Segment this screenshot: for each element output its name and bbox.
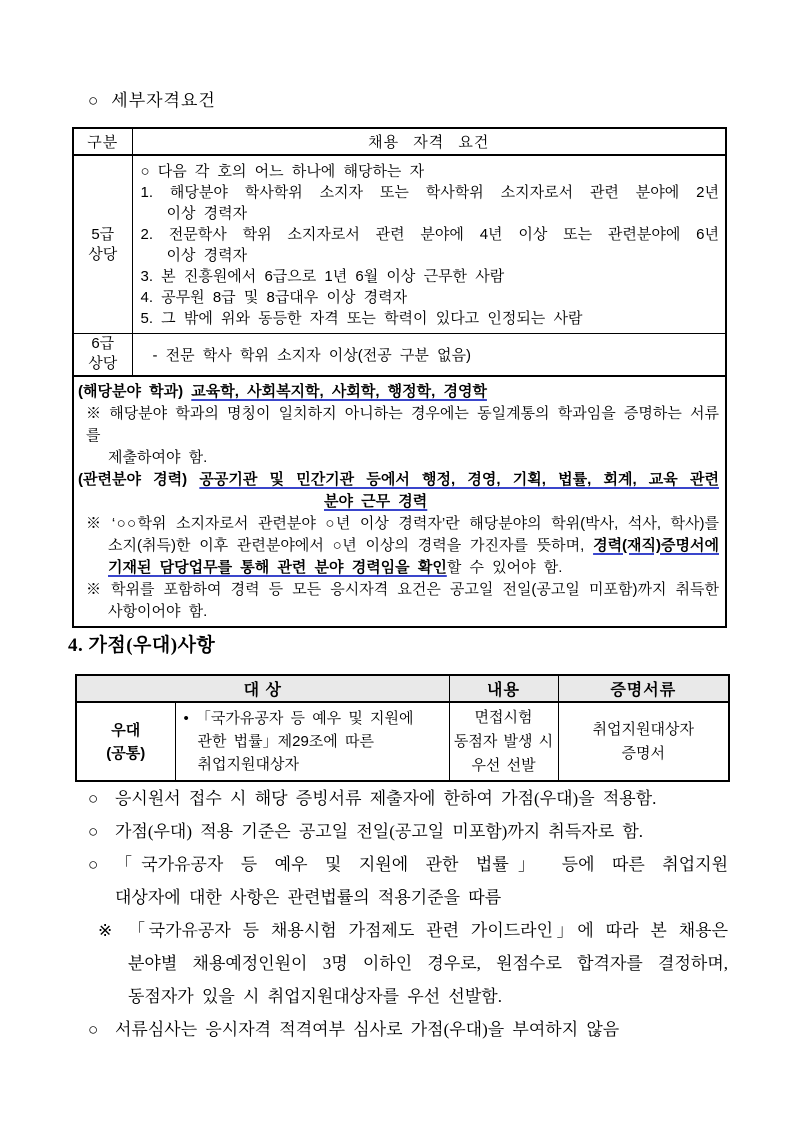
col-header-requirements: 채용 자격 요건 [132, 128, 726, 155]
note2-emphasized-text: 경력(재직)증명서에 [593, 536, 719, 554]
text-line: ○ 다음 각 호의 어느 하나에 해당하는 자 [140, 163, 425, 180]
grade5-label-line2: 상당 [88, 245, 118, 263]
dept-field-label: (해당분야 학과) [78, 382, 192, 400]
list-item-text [115, 1013, 728, 1046]
career-field-line2 [78, 491, 719, 513]
bonus-type-line1: 우대 [111, 721, 141, 739]
career-field-value2: 분야 근무 경력 [324, 492, 428, 510]
text-line: 분야별 채용예정인원이 3명 이하인 경우로, 원점수로 합격자를 결정하며, [128, 954, 728, 973]
col-header-content: 내용 [449, 675, 558, 702]
list-item [88, 914, 728, 1013]
grade5-label-line1: 5급 [91, 225, 115, 243]
bonus-row [76, 702, 729, 781]
bonus-notes-list [88, 782, 728, 1046]
grade5-label-cell [73, 155, 132, 334]
note2-regular-text2: 할 수 있어야 함. [446, 558, 563, 576]
col-header-docs: 증명서류 [558, 675, 729, 702]
text-line: ※ 해당분야 학과의 명칭이 일치하지 아니하는 경우에는 동일계통의 학과임을 증명하는 서류를 [86, 404, 719, 444]
grade6-label-cell [73, 334, 132, 376]
text-line [78, 557, 719, 579]
text-line: 우선 선발 [471, 756, 536, 774]
circle-bullet-marker: ○ [88, 1020, 99, 1039]
note2-emphasized-text2: 기재된 담당업무를 통해 관련 분야 경력임을 확인 [108, 558, 447, 576]
bonus-table-header-row [76, 675, 729, 702]
text-line: 이상 경력자 [166, 205, 248, 222]
text-line: 1. 해당분야 학사학위 소지자 또는 학사학위 소지자로서 관련 분야에 2년 [140, 184, 719, 201]
dept-field-line [78, 381, 719, 403]
text-line: - 전문 학사 학위 소지자 이상(전공 구분 없음) [152, 346, 471, 364]
text-line: 4. 공무원 8급 및 8급대우 이상 경력자 [140, 289, 408, 306]
text-line: 가점(우대) 적용 기준은 공고일 전일(공고일 미포함)까지 취득자로 함. [115, 822, 644, 841]
grade5-row [73, 155, 726, 334]
col-header-target: 대 상 [76, 675, 449, 702]
qualification-table-header-row [73, 128, 726, 155]
list-item-text [115, 815, 728, 848]
bonus-target-cell [175, 702, 449, 781]
text-line: 3. 본 진흥원에서 6급으로 1년 6월 이상 근무한 사람 [140, 268, 505, 285]
circle-bullet-marker: ○ [88, 91, 100, 110]
list-item [88, 782, 728, 815]
text-line: 제출하여야 함. [108, 448, 208, 466]
text-line: 「국가유공자 등 채용시험 가점제도 관련 가이드라인」에 따라 본 채용은 [128, 921, 728, 940]
list-item [88, 1013, 728, 1046]
text-line: 관한 법률」제29조에 따른 [197, 733, 374, 750]
text-line: • 「국가유공자 등 예우 및 지원에 [183, 710, 414, 727]
detail-qualification-heading [88, 86, 216, 111]
text-line: 이상 경력자 [166, 247, 248, 264]
list-item [88, 815, 728, 848]
circle-bullet-marker: ○ [88, 789, 99, 808]
dept-field-value: 교육학, 사회복지학, 사회학, 행정학, 경영학 [191, 382, 487, 400]
bonus-docs-cell [558, 702, 729, 781]
bonus-table [75, 674, 730, 782]
text-line: 취업지원대상자 [592, 720, 694, 738]
grade6-row [73, 334, 726, 376]
list-item-text [115, 848, 728, 914]
note2-regular-text: 소지(취득)한 이후 관련분야에서 ○년 이상의 경력을 가진자를 뜻하며, [108, 536, 594, 554]
list-item-text [128, 914, 728, 1013]
circle-bullet-marker: ○ [88, 822, 99, 841]
text-line: 동점자가 있을 시 취업지원대상자를 우선 선발함. [128, 987, 502, 1006]
bonus-type-cell [76, 702, 175, 781]
grade6-label-line1: 6급 [91, 335, 115, 353]
text-line: 「국가유공자 등 예우 및 지원에 관한 법률」 등에 따른 취업지원 [115, 855, 728, 874]
text-line: ※ ‘○○학위 소지자로서 관련분야 ○년 이상 경력자’란 해당분야의 학위(박사, 석사, 학사)를 [86, 514, 719, 532]
qualification-notes-cell [73, 376, 726, 627]
text-line: 5. 그 밖에 위와 동등한 자격 또는 학력이 있다고 인정되는 사람 [140, 310, 583, 327]
text-line: 2. 전문학사 학위 소지자로서 관련 분야에 4년 이상 또는 관련분야에 6년 [140, 226, 719, 243]
text-line: 사항이어야 함. [108, 602, 208, 620]
detail-heading-text: 세부자격요건 [111, 91, 216, 110]
section4-heading: 4. 가점(우대)사항 [68, 635, 216, 656]
text-line: 응시원서 접수 시 해당 증빙서류 제출자에 한하여 가점(우대)을 적용함. [115, 789, 657, 808]
bonus-content-cell [449, 702, 558, 781]
col-header-gubun: 구분 [73, 128, 132, 155]
bonus-type-line2: (공통) [106, 744, 146, 762]
text-line: ※ 학위를 포함하여 경력 등 모든 응시자격 요건은 공고일 전일(공고일 미포함)까지 취득한 [86, 580, 719, 598]
grade6-requirements-cell [132, 334, 726, 376]
grade6-label-line2: 상당 [88, 355, 118, 373]
circle-bullet-marker: ○ [88, 855, 99, 874]
reference-mark-icon: ※ [98, 921, 113, 940]
notes-row [73, 376, 726, 627]
text-line: 취업지원대상자 [197, 756, 299, 773]
text-line: 대상자에 대한 사항은 관련법률의 적용기준을 따름 [115, 888, 502, 907]
text-line: 동점자 발생 시 [453, 732, 554, 750]
text-line [78, 535, 719, 557]
career-field-label: (관련분야 경력) [78, 470, 200, 488]
list-item [88, 848, 728, 914]
qualification-table [72, 127, 727, 628]
text-line: 서류심사는 응시자격 적격여부 심사로 가점(우대)을 부여하지 않음 [115, 1020, 620, 1039]
grade5-requirements-cell [132, 155, 726, 334]
list-item-text [115, 782, 728, 815]
career-field-value: 공공기관 및 민간기관 등에서 행정, 경영, 기획, 법률, 회계, 교육 관련 [199, 470, 719, 488]
text-line: 면접시험 [474, 708, 533, 726]
text-line: 증명서 [621, 744, 665, 762]
career-field-line [78, 469, 719, 491]
